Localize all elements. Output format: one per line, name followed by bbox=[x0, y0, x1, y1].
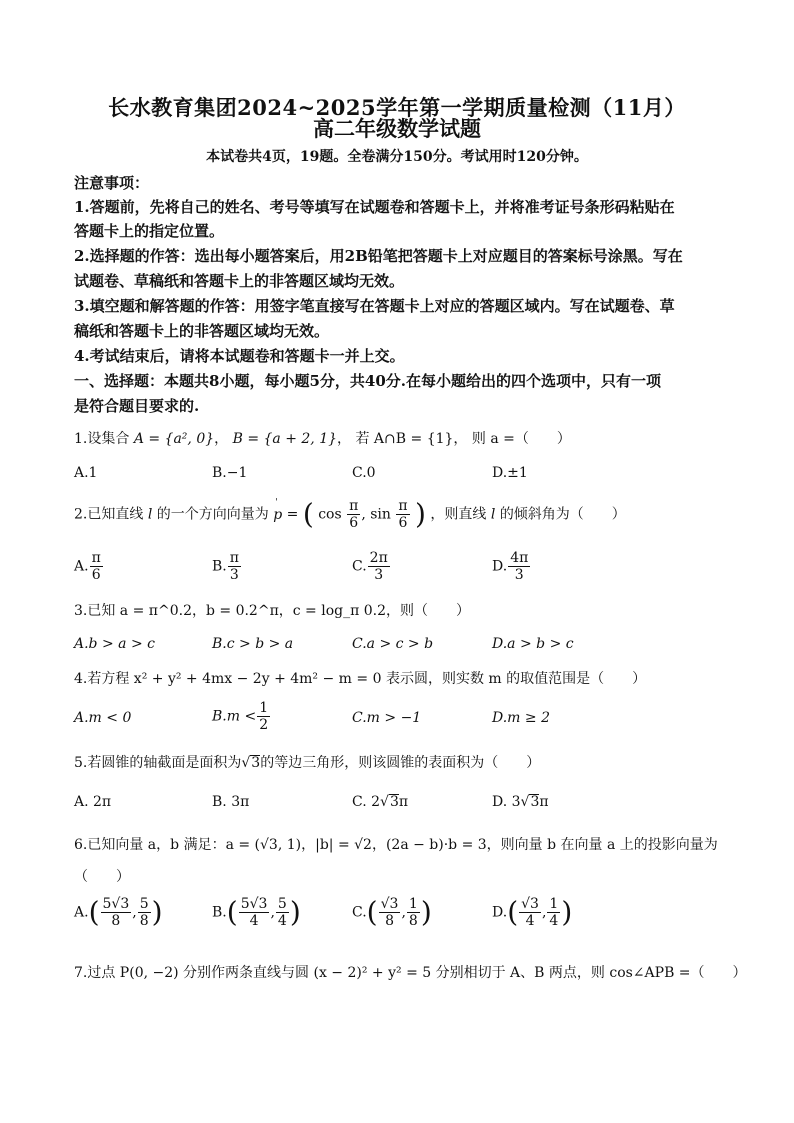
question-7-stem: 7.过点 P(0, −2) 分别作两条直线与圆 (x − 2)² + y² = 5 分别相切于 A、B 两点，则 cos∠APB =（ ） bbox=[74, 965, 747, 981]
q2-option-c: C. $\frac{2\pi}{3}$ bbox=[352, 550, 388, 584]
q3-option-c: C.a > c > b bbox=[352, 636, 434, 652]
question-2-stem: 2.已知直线 l 的一个方向向量为 ' p = ( cos $\frac{\pi}{6}$ , sin $\frac{\pi}{6}$ ) ，则直线 l 的倾斜角为（ ） bbox=[74, 498, 626, 531]
q6-option-c: C.( $\frac{√3}{8}$ , $\frac{1}{8}$ ) bbox=[352, 895, 432, 930]
section-1-intro-line-2: 是符合题目要求的. bbox=[74, 397, 200, 415]
note-2-line-1: 2.选择题的作答：选出每小题答案后，用2B铅笔把答题卡上对应题目的答案标号涂黑。写在 bbox=[74, 247, 683, 265]
question-3-stem: 3.已知 a = π^0.2，b = 0.2^π，c = log_π 0.2，则（ ） bbox=[74, 603, 471, 619]
q4-option-b: B.m < $\frac{1}{2}$ bbox=[212, 700, 269, 734]
q1-option-a: A.1 bbox=[74, 465, 98, 481]
q4-option-d: D.m ≥ 2 bbox=[492, 710, 550, 726]
q6-option-d: D.( $\frac{√3}{4}$ , $\frac{1}{4}$ ) bbox=[492, 895, 573, 930]
question-1-stem: 1.设集合 A = {a², 0}， B = {a + 2, 1}， 若 A∩B = {1}， 则 a =（ ） bbox=[74, 431, 571, 447]
note-3-line-1: 3.填空题和解答题的作答：用签字笔直接写在答题卡上对应的答题区域内。写在试题卷、草 bbox=[74, 297, 675, 315]
note-1-line-1: 1.答题前，先将自己的姓名、考号等填写在试题卷和答题卡上，并将准考证号条形码粘贴在 bbox=[74, 198, 675, 216]
q3-option-b: B.c > b > a bbox=[212, 636, 294, 652]
q1-option-d: D.±1 bbox=[492, 465, 528, 481]
q5-option-c: C. 2√3π bbox=[352, 794, 409, 810]
q3-option-d: D.a > b > c bbox=[492, 636, 574, 652]
exam-header-title: 长水教育集团2024~2025学年第一学期质量检测（11月） bbox=[108, 95, 686, 120]
note-1-line-2: 答题卡上的指定位置。 bbox=[74, 222, 225, 240]
q2-option-d: D. $\frac{4\pi}{3}$ bbox=[492, 550, 529, 584]
exam-subject-title: 高二年级数学试题 bbox=[313, 116, 481, 141]
exam-info-line: 本试卷共4页，19题。全卷满分150分。考试用时120分钟。 bbox=[206, 149, 588, 165]
q6-option-b: B.( $\frac{5√3}{4}$ , $\frac{5}{4}$ ) bbox=[212, 895, 301, 930]
q1-option-b: B.−1 bbox=[212, 465, 248, 481]
notes-heading: 注意事项： bbox=[74, 174, 150, 192]
note-3-line-2: 稿纸和答题卡上的非答题区域均无效。 bbox=[74, 322, 330, 340]
question-6-stem: 6.已知向量 a，b 满足：a = (√3, 1)，|b| = √2，(2a − b)·b = 3，则向量 b 在向量 a 上的投影向量为 bbox=[74, 837, 718, 853]
q1-option-c: C.0 bbox=[352, 465, 376, 481]
q2-option-a: A. $\frac{\pi}{6}$ bbox=[74, 550, 101, 584]
note-4: 4.考试结束后，请将本试题卷和答题卡一并上交。 bbox=[74, 347, 405, 365]
section-1-intro-line-1: 一、选择题：本题共8小题，每小题5分，共40分.在每小题给出的四个选项中，只有一项 bbox=[74, 372, 661, 390]
q4-option-a: A.m < 0 bbox=[74, 710, 132, 726]
q2-option-b: B. $\frac{\pi}{3}$ bbox=[212, 550, 239, 584]
q6-option-a: A.( $\frac{5√3}{8}$ , $\frac{5}{8}$ ) bbox=[74, 895, 163, 930]
q3-option-a: A.b > a > c bbox=[74, 636, 155, 652]
q5-option-b: B. 3π bbox=[212, 794, 250, 810]
q4-option-c: C.m > −1 bbox=[352, 710, 422, 726]
note-2-line-2: 试题卷、草稿纸和答题卡上的非答题区域均无效。 bbox=[74, 272, 405, 290]
question-5-stem: 5.若圆锥的轴截面是面积为√3的等边三角形，则该圆锥的表面积为（ ） bbox=[74, 755, 541, 771]
q5-option-a: A. 2π bbox=[74, 794, 112, 810]
q5-option-d: D. 3√3π bbox=[492, 794, 549, 810]
question-4-stem: 4.若方程 x² + y² + 4mx − 2y + 4m² − m = 0 表示圆，则实数 m 的取值范围是（ ） bbox=[74, 671, 647, 687]
question-6-stem-continued: （ ） bbox=[74, 869, 130, 885]
